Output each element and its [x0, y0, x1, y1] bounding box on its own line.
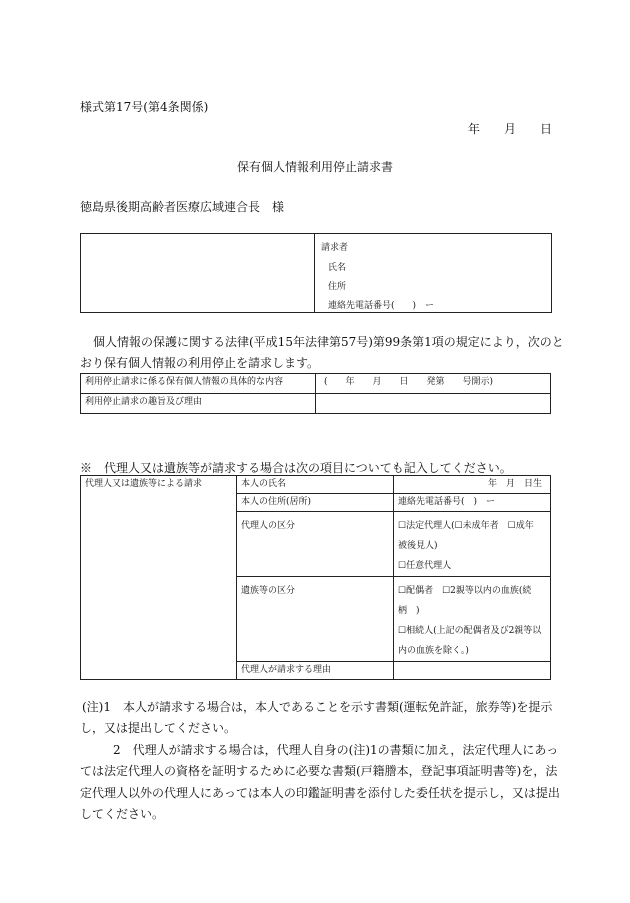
bereaved-option-relation: 柄 )	[398, 606, 420, 616]
form-number: 様式第17号(第4条関係)	[80, 100, 209, 114]
note1-line1: (注)1 本人が請求する場合は，本人であることを示す書類(運転免許証，旅券等)を提示	[82, 700, 553, 714]
agent-note: ※ 代理人又は遺族等が請求する場合は次の項目についても記入してください。	[80, 461, 512, 475]
intro-text-line2: おり保有個人情報の利用停止を請求します。	[80, 356, 320, 370]
requester-phone-label: 連絡先電話番号( ) ー	[328, 301, 435, 311]
agent-option-voluntary[interactable]: ☐任意代理人	[398, 561, 452, 571]
addressee: 徳島県後期高齢者医療広域連合長 様	[80, 200, 285, 214]
date-line: 年 月 日	[468, 122, 553, 136]
agent-option-legal[interactable]: ☐法定代理人(☐未成年者 ☐成年	[398, 521, 534, 531]
note2-line3: 定代理人以外の代理人にあっては本人の印鑑証明書を添付した委任状を提示し，又は提出	[80, 786, 560, 800]
note1-line2: し，又は提出してください。	[80, 721, 237, 735]
bereaved-option-heir[interactable]: ☐相続人(上記の配偶者及び2親等以	[398, 626, 542, 636]
agent-type-options	[394, 512, 551, 577]
agent-section-label: 代理人又は遺族等による請求	[81, 476, 237, 680]
person-address-label: 本人の住所(居所)	[237, 494, 394, 512]
content-label: 利用停止請求に係る保有個人情報の具体的な内容	[81, 374, 316, 394]
content-value: ( 年 月 日 発第 号開示)	[316, 374, 551, 394]
note2-line1: 2 代理人が請求する場合は，代理人自身の(注)1の書類に加え，法定代理人にあっ	[113, 743, 559, 757]
intro-text-line1: 個人情報の保護に関する法律(平成15年法律第57号)第99条第1項の規定により，次のと	[93, 335, 564, 349]
requester-address-label: 住所	[328, 282, 347, 292]
requester-name-label: 氏名	[328, 263, 347, 273]
bereaved-type-options	[394, 577, 551, 662]
person-name-label: 本人の氏名	[237, 476, 394, 494]
requester-divider	[314, 234, 315, 312]
requester-box	[80, 233, 552, 313]
agent-table	[80, 475, 551, 680]
agent-type-label: 代理人の区分	[237, 512, 394, 577]
request-row-content	[81, 374, 551, 394]
agent-reason-label: 代理人が請求する理由	[237, 662, 394, 680]
page-title: 保有個人情報利用停止請求書	[237, 160, 394, 174]
request-row-reason	[81, 394, 551, 414]
reason-value[interactable]	[316, 394, 551, 414]
requester-heading: 請求者	[321, 243, 349, 253]
agent-reason-value[interactable]	[394, 662, 551, 680]
person-phone: 連絡先電話番号( ) ー	[394, 494, 551, 512]
bereaved-option-spouse[interactable]: ☐配偶者 ☐2親等以内の血族(続	[398, 586, 532, 596]
birth-date: 年 月 日生	[394, 476, 551, 494]
reason-label: 利用停止請求の趣旨及び理由	[81, 394, 316, 414]
agent-option-legal-cont: 被後見人)	[398, 541, 438, 551]
note2-line2: ては法定代理人の資格を証明するために必要な書類(戸籍謄本，登記事項証明書等)を，法	[80, 764, 558, 778]
request-table	[80, 373, 551, 414]
bereaved-type-label: 遺族等の区分	[237, 577, 394, 662]
bereaved-option-heir-cont: 内の血族を除く。)	[398, 646, 469, 656]
note2-line4: してください。	[80, 807, 165, 821]
